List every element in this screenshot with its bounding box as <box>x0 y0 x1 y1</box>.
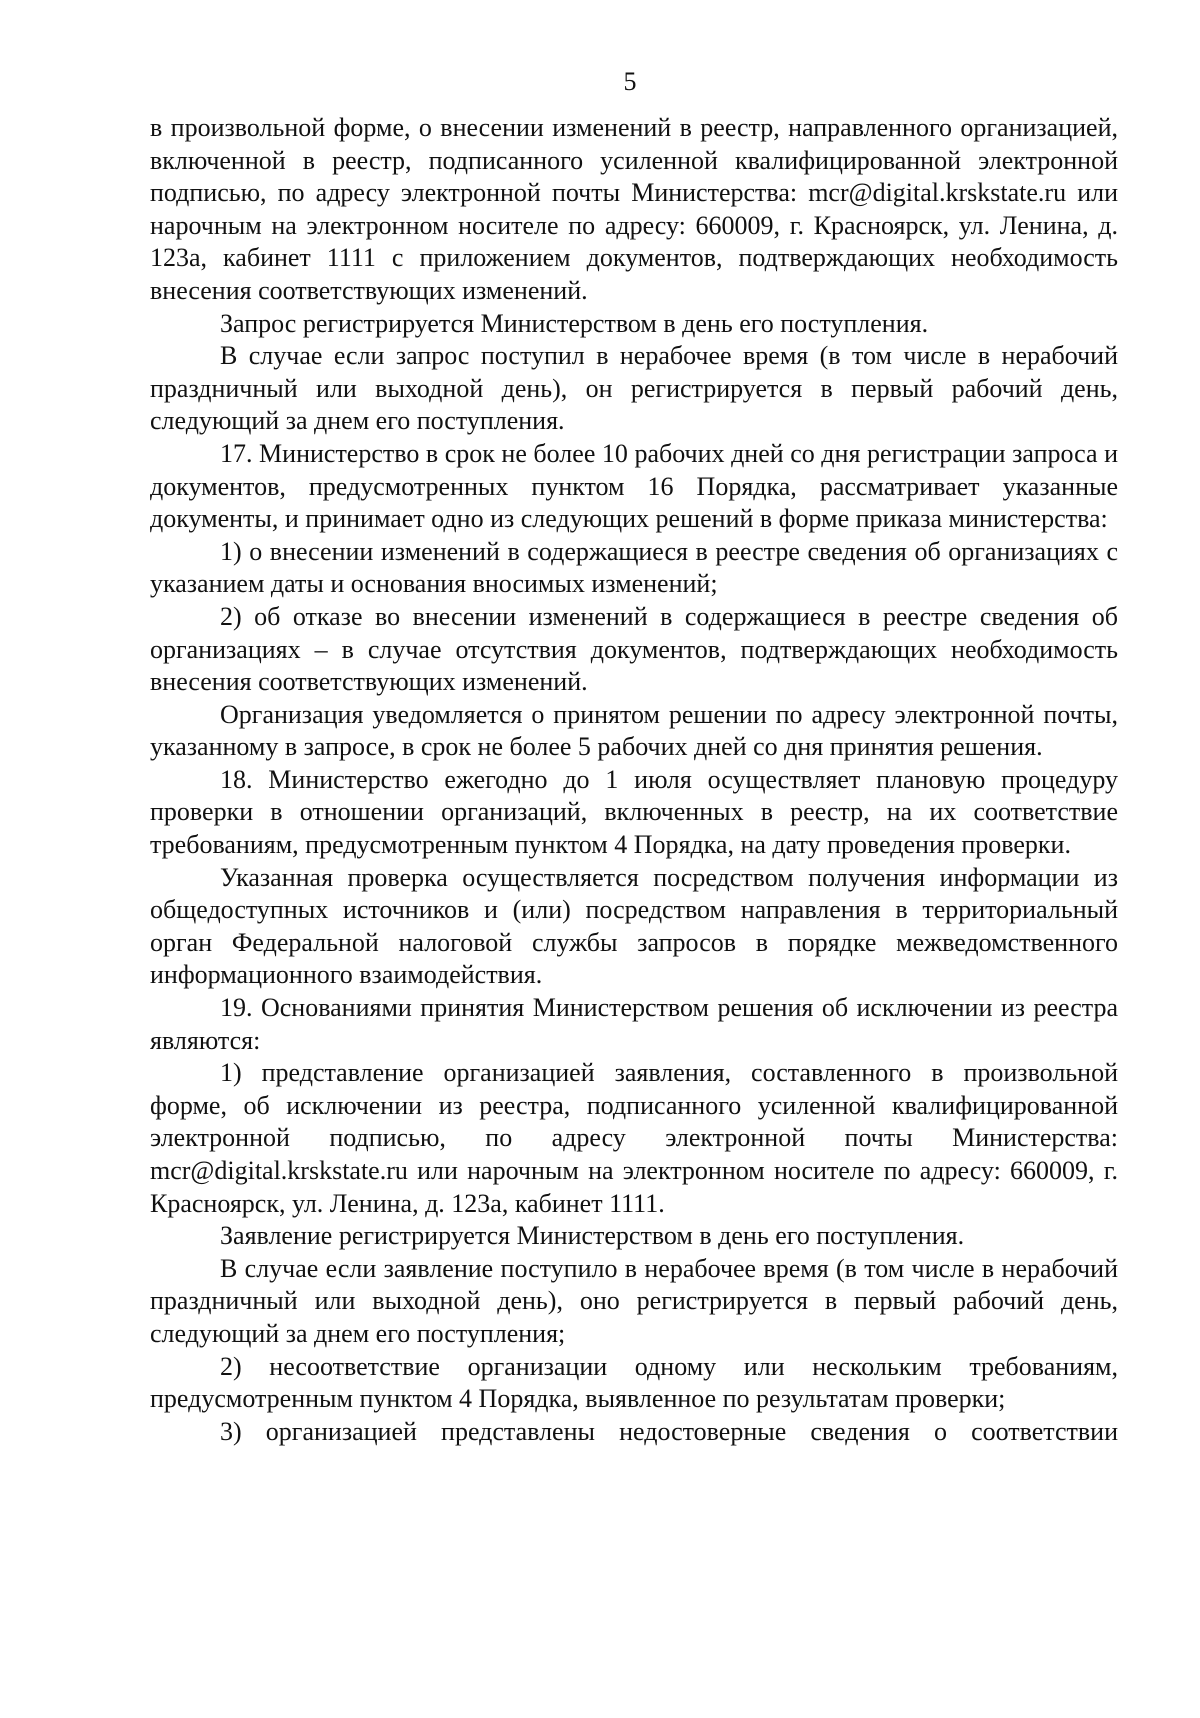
paragraph-registry-change-request: в произвольной форме, о внесении изменений в реестр, направленного организацией, включенной в реестр, подписанного усиленной квалифицированной электронной подписью, по адресу электронной почты Министерства: mcr@digital.krskstate.ru или нарочным на электронном носителе по адресу: 660009, г. Красноярск, ул. Ленина, д. 123а, кабинет 1111 с приложением документов, подтверждающих необходимость внесения соответствующих изменений. <box>150 113 1118 305</box>
paragraph-application-nonworking-time: В случае если заявление поступило в нерабочее время (в том числе в нерабочий праздничный или выходной день), оно регистрируется в первый рабочий день, следующий за днем его поступления; <box>150 1253 1118 1348</box>
paragraph-item-17-2: 2) об отказе во внесении изменений в содержащиеся в реестре сведения об организациях – в случае отсутствия документов, подтверждающих необходимость внесения соответствующих изменений. <box>150 601 1118 697</box>
paragraph-item-19: 19. Основаниями принятия Министерством решения об исключении из реестра являются: <box>150 993 1118 1055</box>
page-number: 5 <box>623 67 637 96</box>
paragraph-item-19-3: 3) организацией представлены недостоверные сведения о соответствии <box>220 1416 1118 1446</box>
paragraph-request-registration: Запрос регистрируется Министерством в день его поступления. <box>220 308 929 338</box>
paragraph-inspection-method: Указанная проверка осуществляется посредством получения информации из общедоступных источников и (или) посредством направления в территориальный орган Федеральной налоговой службы запросов в порядке межведомственного информационного взаимодействия. <box>150 862 1118 990</box>
paragraph-item-19-2: 2) несоответствие организации одному или нескольким требованиям, предусмотренным пунктом 4 Порядка, выявленное по результатам проверки; <box>150 1351 1118 1414</box>
paragraph-application-registration: Заявление регистрируется Министерством в день его поступления. <box>220 1221 965 1251</box>
paragraph-item-19-1: 1) представление организацией заявления, составленного в произвольной форме, об исключении из реестра, подписанного усиленной квалифицированной электронной подписью, по адресу электронной почты Министерства: mcr@digital.krskstate.ru или нарочным на электронном носителе по адресу: 660009, г. Красноярск, ул. Ленина, д. 123а, кабинет 1111. <box>150 1058 1118 1218</box>
paragraph-item-17-1: 1) о внесении изменений в содержащиеся в реестре сведения об организациях с указанием даты и основания вносимых изменений; <box>150 536 1118 599</box>
paragraph-request-nonworking-time: В случае если запрос поступил в нерабочее время (в том числе в нерабочий праздничный или выходной день), он регистрируется в первый рабочий день, следующий за днем его поступления. <box>150 341 1118 436</box>
document-body <box>150 112 1118 1448</box>
paragraph-item-17: 17. Министерство в срок не более 10 рабочих дней со дня регистрации запроса и документов, предусмотренных пунктом 16 Порядка, рассматривает указанные документы, и принимает одно из следующих решений в форме приказа министерства: <box>150 438 1118 534</box>
paragraph-decision-notification: Организация уведомляется о принятом решении по адресу электронной почты, указанному в запросе, в срок не более 5 рабочих дней со дня принятия решения. <box>150 699 1118 762</box>
paragraph-item-18: 18. Министерство ежегодно до 1 июля осуществляет плановую процедуру проверки в отношении организаций, включенных в реестр, на их соответствие требованиям, предусмотренным пунктом 4 Порядка, на дату проведения проверки. <box>150 764 1118 860</box>
